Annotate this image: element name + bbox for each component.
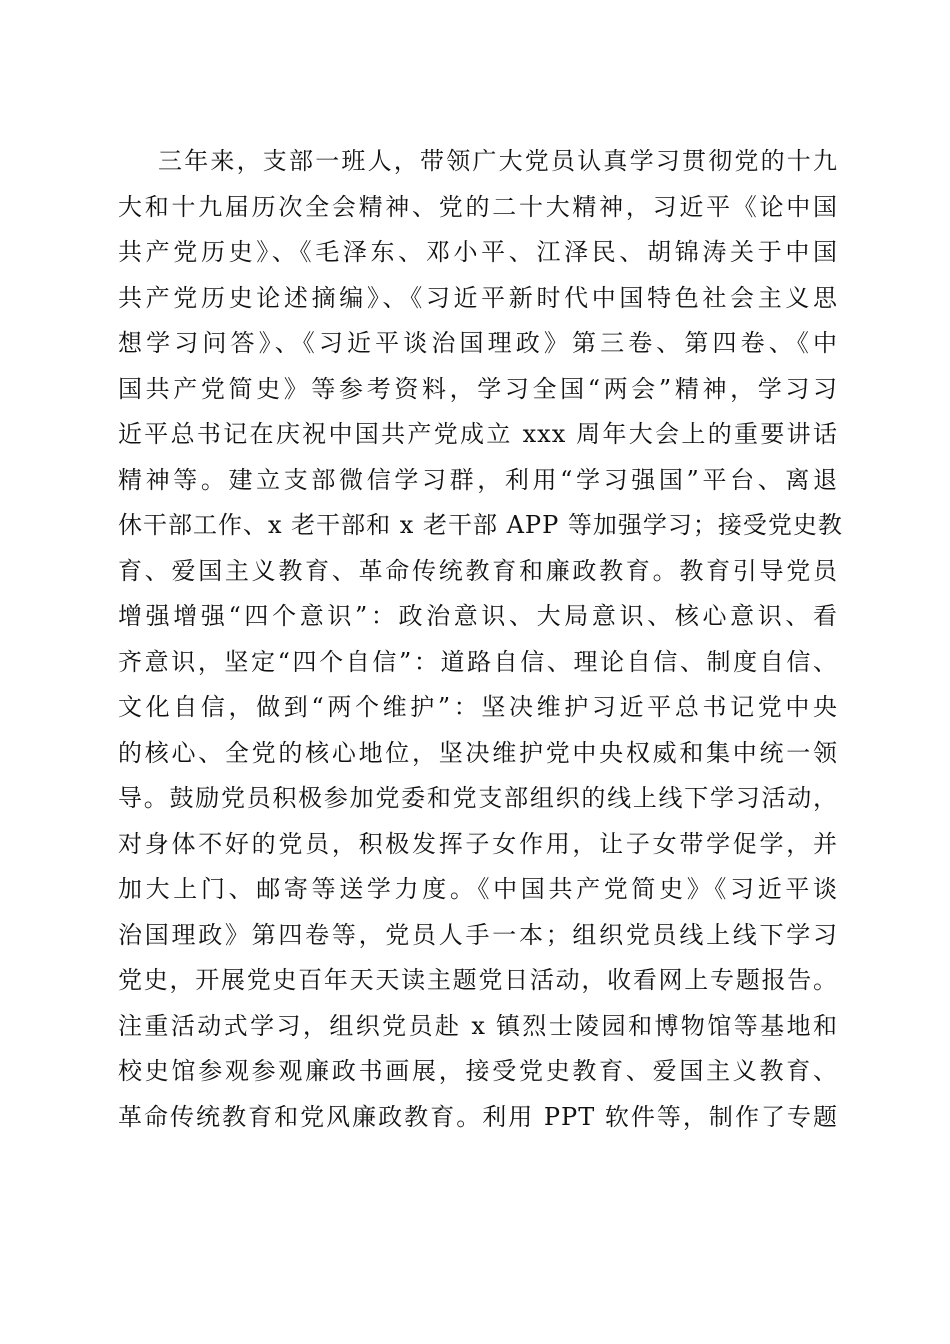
paragraph-line-13: 文化自信，做到“两个维护”：坚决维护习近平总书记党中央 [118, 693, 838, 721]
paragraph-line-21: 校史馆参观参观廉政书画展，接受党史教育、爱国主义教育、 [118, 1057, 838, 1085]
paragraph-line-20: 注重活动式学习，组织党员赴 x 镇烈士陵园和博物馆等基地和 [118, 1011, 838, 1040]
body-paragraph [118, 139, 843, 1140]
paragraph-line-3: 共产党历史》、《毛泽东、邓小平、江泽民、胡锦涛关于中国 [118, 238, 838, 266]
paragraph-line-16: 对身体不好的党员，积极发挥子女作用，让子女带学促学，并 [118, 829, 838, 858]
paragraph-line-8: 精神等。建立支部微信学习群，利用“学习强国”平台、离退 [118, 465, 838, 494]
paragraph-line-18: 治国理政》第四卷等，党员人手一本；组织党员线上线下学习 [118, 920, 838, 949]
paragraph-line-6: 国共产党简史》等参考资料，学习全国“两会”精神，学习习 [118, 374, 838, 403]
paragraph-line-2: 大和十九届历次全会精神、党的二十大精神，习近平《论中国 [118, 192, 838, 221]
paragraph-line-11: 增强增强“四个意识”：政治意识、大局意识、核心意识、看 [118, 602, 838, 630]
paragraph-line-7: 近平总书记在庆祝中国共产党成立 xxx 周年大会上的重要讲话 [118, 420, 838, 448]
paragraph-line-14: 的核心、全党的核心地位，坚决维护党中央权威和集中统一领 [118, 738, 838, 767]
paragraph-line-9: 休干部工作、x 老干部和 x 老干部 APP 等加强学习；接受党史教 [118, 511, 843, 539]
paragraph-line-12: 齐意识，坚定“四个自信”：道路自信、理论自信、制度自信、 [118, 647, 838, 676]
paragraph-line-10: 育、爱国主义教育、革命传统教育和廉政教育。教育引导党员 [118, 556, 838, 585]
paragraph-line-1: 三年来，支部一班人，带领广大党员认真学习贯彻党的十九 [158, 147, 838, 175]
paragraph-line-5: 想学习问答》、《习近平谈治国理政》第三卷、第四卷、《中 [118, 329, 838, 357]
paragraph-line-19: 党史，开展党史百年天天读主题党日活动，收看网上专题报告。 [118, 966, 838, 994]
paragraph-line-15: 导。鼓励党员积极参加党委和党支部组织的线上线下学习活动， [118, 784, 838, 812]
paragraph-line-17: 加大上门、邮寄等送学力度。《中国共产党简史》《习近平谈 [118, 875, 838, 903]
paragraph-line-22: 革命传统教育和党风廉政教育。利用 PPT 软件等，制作了专题 [118, 1102, 838, 1131]
paragraph-line-4: 共产党历史论述摘编》、《习近平新时代中国特色社会主义思 [118, 283, 838, 312]
